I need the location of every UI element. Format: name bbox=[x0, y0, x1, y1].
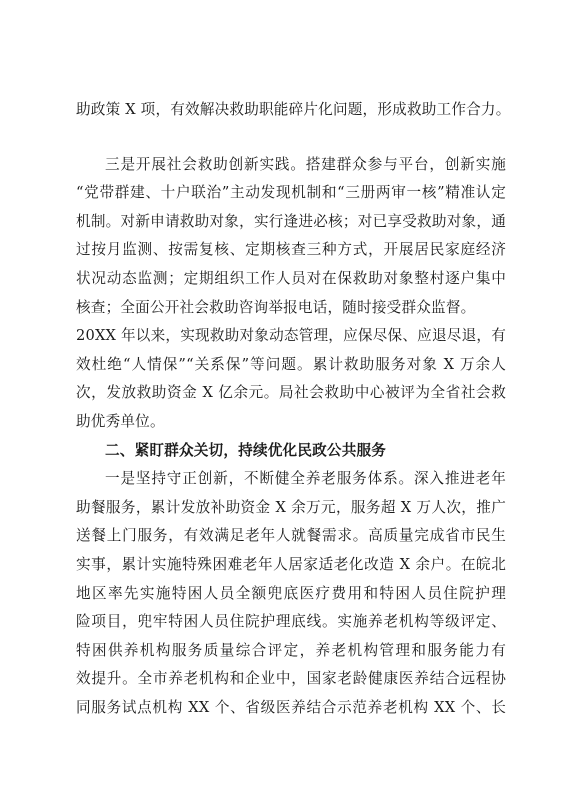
paragraph-line: 效杜绝“人情保”“关系保”等问题。累计救助服务对象 X 万余人 bbox=[76, 355, 506, 373]
paragraph-line: 过按月监测、按需复核、定期核查三种方式，开展居民家庭经济 bbox=[76, 241, 506, 259]
paragraph-line: 送餐上门服务，有效满足老年人就餐需求。高质量完成省市民生 bbox=[76, 527, 506, 545]
paragraph-line: 次，发放救助资金 X 亿余元。局社会救助中心被评为全省社会救 bbox=[76, 384, 506, 402]
paragraph-line: 实事，累计实施特殊困难老年人居家适老化改造 X 余户。在皖北 bbox=[76, 555, 506, 573]
paragraph-line: “党带群建、十户联治”主动发现机制和“三册两审一核”精准认定 bbox=[76, 184, 506, 202]
document-page bbox=[76, 96, 511, 722]
paragraph-line: 助优秀单位。 bbox=[76, 412, 165, 430]
paragraph-line: 特困供养机构服务质量综合评定，养老机构管理和服务能力有 bbox=[76, 641, 506, 659]
paragraph-line: 助政策 X 项，有效解决救助职能碎片化问题，形成救助工作合力。 bbox=[76, 101, 511, 118]
paragraph-line: 三是开展社会救助创新实践。搭建群众参与平台，创新实施 bbox=[105, 155, 506, 173]
paragraph-elderly-care bbox=[76, 465, 506, 722]
paragraph-line: 20XX 年以来，实现救助对象动态管理，应保尽保、应退尽退，有 bbox=[76, 327, 506, 345]
section-heading: 二、紧盯群众关切，持续优化民政公共服务 bbox=[105, 441, 387, 459]
paragraph-line: 助餐服务，累计发放补助资金 X 余万元，服务超 X 万人次，推广 bbox=[76, 498, 506, 516]
paragraph-line: 效提升。全市养老机构和企业中，国家老龄健康医养结合远程协 bbox=[76, 670, 506, 688]
paragraph-line: 机制。对新申请救助对象，实行逢进必核；对已享受救助对象，通 bbox=[76, 212, 506, 230]
paragraph-social-assistance bbox=[76, 151, 506, 437]
paragraph-gap bbox=[76, 125, 506, 151]
paragraph-line: 状况动态监测；定期组织工作人员对在保救助对象整村逐户集中 bbox=[76, 269, 506, 287]
paragraph-line: 险项目，兜牢特困人员住院护理底线。实施养老机构等级评定、 bbox=[76, 613, 506, 631]
paragraph-line: 一是坚持守正创新，不断健全养老服务体系。深入推进老年 bbox=[105, 470, 506, 488]
paragraph-line: 核查；全面公开社会救助咨询举报电话，随时接受群众监督。 bbox=[76, 298, 476, 316]
paragraph-line: 地区率先实施特困人员全额兜底医疗费用和特困人员住院护理 bbox=[76, 584, 506, 602]
paragraph-line: 同服务试点机构 XX 个、省级医养结合示范养老机构 XX 个、长 bbox=[76, 698, 506, 716]
